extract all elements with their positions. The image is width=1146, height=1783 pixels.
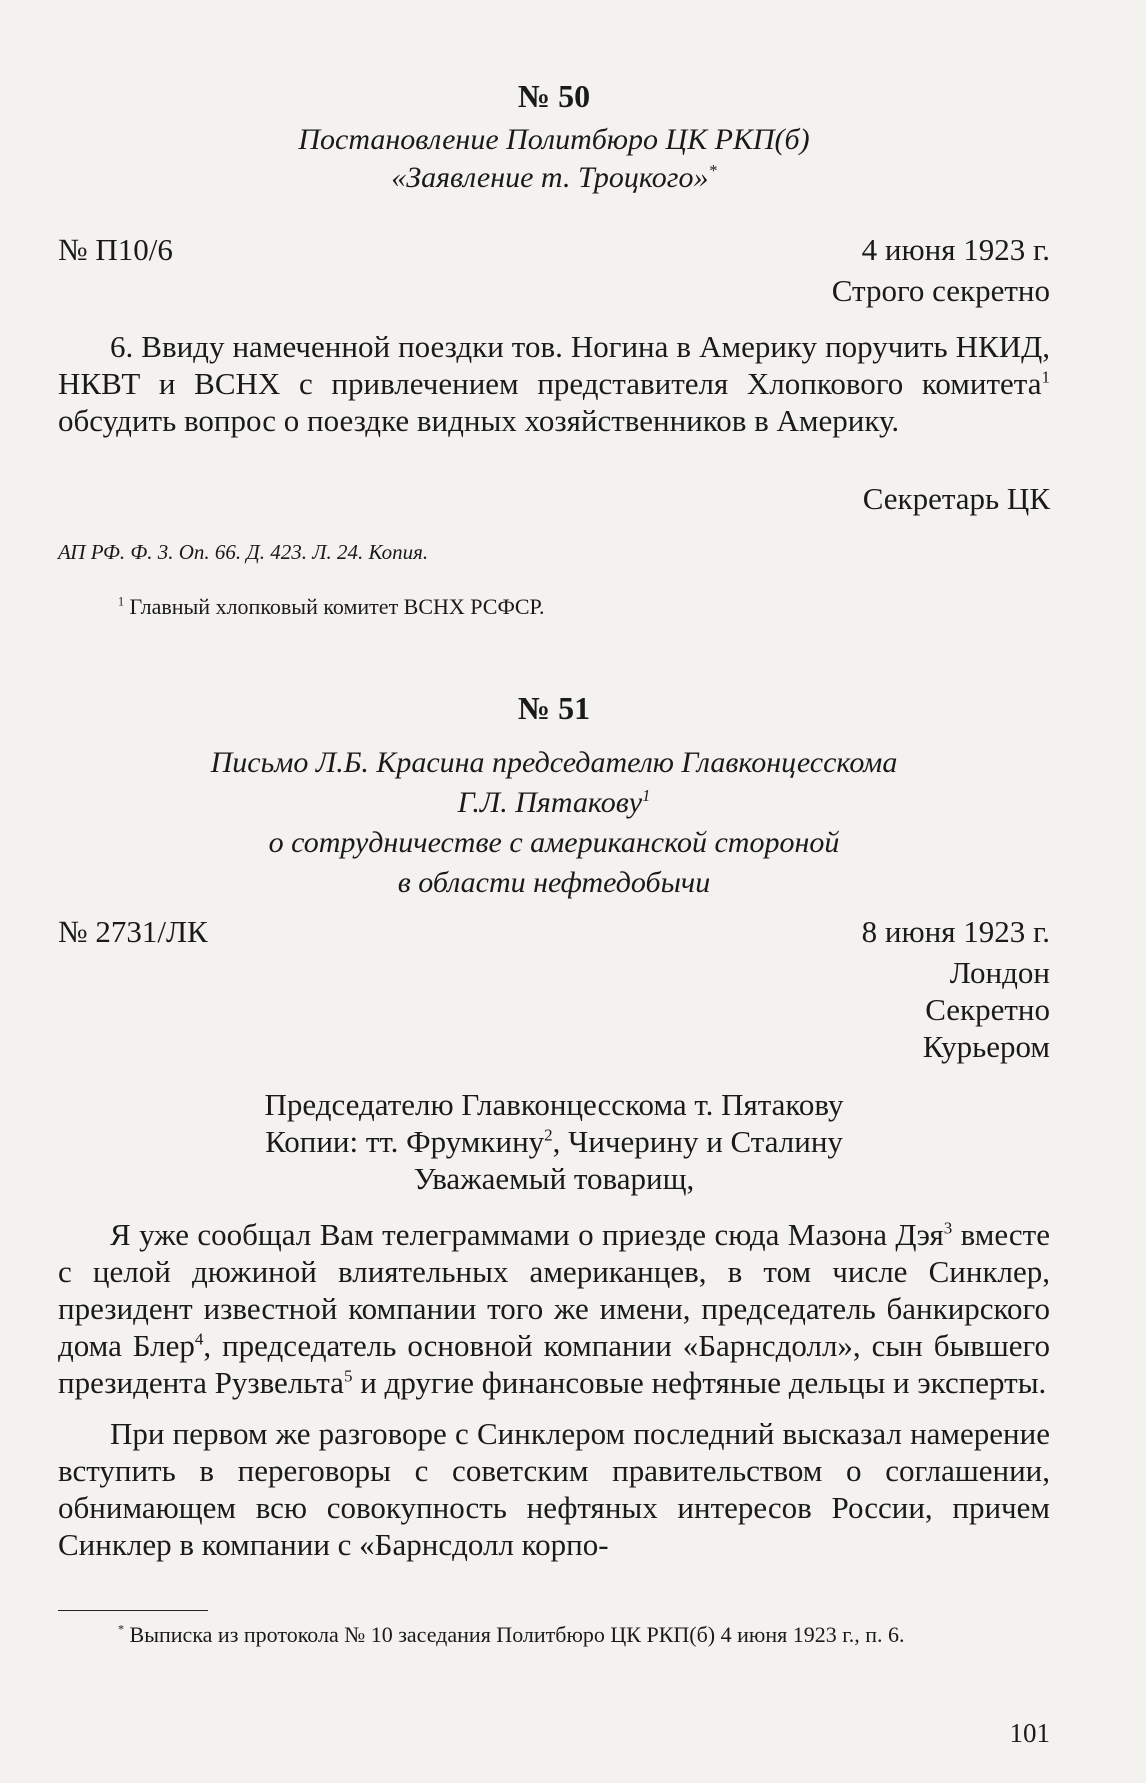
doc51-place: Лондон <box>949 955 1050 990</box>
doc51-delivery: Курьером <box>922 1029 1050 1064</box>
doc50-footnote: $^1$ Главный хлопковый комитет ВСНХ РСФСР. <box>118 594 545 619</box>
doc50-title-line2: «Заявление т. Троцкого»* <box>391 161 717 194</box>
doc51-date: 8 июня 1923 г. <box>861 914 1050 949</box>
doc51-title-line2: Г.Л. Пятакову$^1$ <box>457 786 651 819</box>
doc51-addressee: Председателю Главконцесскома т. Пятакову <box>264 1087 844 1122</box>
doc50-archive-ref: АП РФ. Ф. 3. Оп. 66. Д. 423. Л. 24. Копия. <box>58 540 429 564</box>
doc51-copies: Копии: тт. Фрумкину$^2$, Чичерину и Сталину <box>265 1124 843 1159</box>
doc51-paragraph-1: Я уже сообщал Вам телеграммами о приезде сюда Мазона Дэя$^3$ вместе с целой дюжиной влиятельных американцев, в том числе Синклер, президент известной компании того же имени, председатель банкирского дома Блер$^4$, председатель основной компании «Барнсдолл», сын бывшего президента Рузвельта$^5$ и другие финансовые нефтяные дельцы и эксперты. <box>58 1217 1050 1400</box>
doc51-body <box>58 1216 1050 1563</box>
doc51-paragraph-2: При первом же разговоре с Синклером последний высказал намерение вступить в переговоры с советским правительством о соглашении, обнимающем всю совокупность нефтяных интересов России, причем Синклер в компании с «Барнсдолл корпо- <box>58 1416 1050 1562</box>
footnote-divider <box>58 1610 208 1611</box>
doc50-title-line1: Постановление Политбюро ЦК РКП(б) <box>298 123 810 156</box>
page-number: 101 <box>1009 1718 1050 1748</box>
doc51-secrecy: Секретно <box>925 992 1050 1027</box>
doc50-number: № 50 <box>517 78 591 114</box>
doc50-body <box>58 328 1050 439</box>
doc50-signature: Секретарь ЦК <box>862 481 1050 516</box>
doc50-paragraph: 6. Ввиду намеченной поездки тов. Ногина в Америку поручить НКИД, НКВТ и ВСНХ с привлечением представителя Хлопкового комитета$^1$ обсудить вопрос о поездке видных хозяйственников в Америку. <box>58 329 1050 438</box>
doc51-reg-number: № 2731/ЛК <box>58 914 208 949</box>
doc51-title-line3: о сотрудничестве с американской стороной <box>268 826 840 859</box>
doc50-meta-row <box>58 232 1050 268</box>
page-footnote: * Выписка из протокола № 10 заседания Политбюро ЦК РКП(б) 4 июня 1923 г., п. 6. <box>118 1622 905 1647</box>
doc51-number: № 51 <box>517 690 591 726</box>
doc51-meta-row <box>58 914 1050 950</box>
doc51-title-line1: Письмо Л.Б. Красина председателю Главконцесскома <box>210 746 898 779</box>
doc51-title-line4: в области нефтедобычи <box>397 866 711 899</box>
doc51-header <box>58 690 1050 903</box>
doc51-salutation: Уважаемый товарищ, <box>413 1161 695 1196</box>
doc50-reg-number: № П10/6 <box>58 232 173 267</box>
doc50-date: 4 июня 1923 г. <box>861 232 1050 267</box>
doc50-header <box>58 78 1050 197</box>
doc50-secrecy: Строго секретно <box>831 273 1050 308</box>
